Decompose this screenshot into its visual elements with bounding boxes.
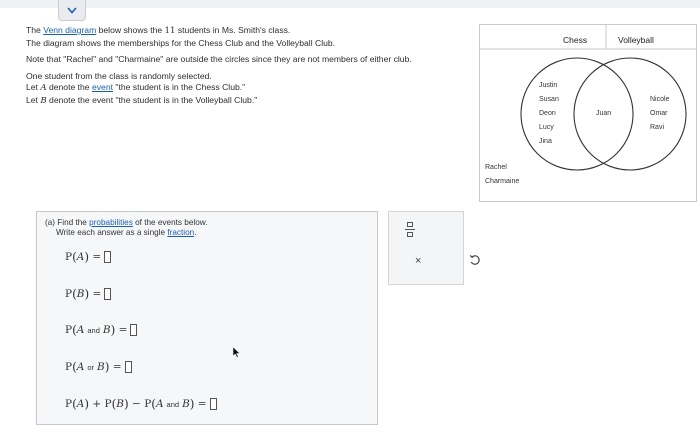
question-instructions <box>45 218 208 238</box>
question-text: of the events below. <box>132 218 208 227</box>
both-member: Juan <box>596 110 612 117</box>
formula-operator: and <box>166 399 180 409</box>
chess-member: Susan <box>539 96 559 103</box>
event-a-variable: A <box>40 83 47 93</box>
problem-intro <box>26 25 466 112</box>
chess-label: Chess <box>563 35 588 45</box>
formula-sum: P ( A ) + P ( B ) − P ( A and B ) = <box>65 397 217 411</box>
chess-member: Lucy <box>539 124 554 131</box>
formula-var: A <box>76 398 85 410</box>
formula-var: A <box>76 251 85 263</box>
intro-paragraph-1 <box>26 25 466 49</box>
formula-var: A <box>76 361 85 373</box>
question-panel <box>36 211 378 425</box>
formula-var: A <box>76 324 85 336</box>
chess-circle <box>521 58 633 170</box>
intro-text: denote the <box>46 82 92 92</box>
formula-p-b: P ( B ) = <box>65 287 111 301</box>
volleyball-circle <box>574 58 686 170</box>
formula-var: B <box>116 398 125 410</box>
answer-input-p-b[interactable] <box>104 288 111 300</box>
intro-paragraph-3 <box>26 71 466 108</box>
event-link[interactable]: event <box>91 82 113 92</box>
formula-var: B <box>76 288 85 300</box>
formula-operator: or <box>87 362 95 372</box>
clear-button[interactable]: × <box>415 255 422 267</box>
top-bar <box>0 0 700 8</box>
intro-note: Note that "Rachel" and "Charmaine" are outside the circles since they are not members of either club. <box>26 54 412 64</box>
intro-text: The diagram shows the memberships for the Chess Club and the Volleyball Club. <box>26 37 336 48</box>
undo-icon[interactable] <box>469 254 481 266</box>
fraction-icon[interactable] <box>405 221 415 239</box>
outside-member: Rachel <box>485 164 507 171</box>
probabilities-link[interactable]: probabilities <box>89 218 133 227</box>
formula-operator: and <box>87 325 100 335</box>
intro-text: students in Ms. Smith's class. <box>175 25 291 35</box>
chevron-down-icon <box>67 7 77 14</box>
chess-member: Justin <box>539 82 558 89</box>
venn-diagram-link[interactable]: Venn diagram <box>43 25 97 35</box>
student-count: 11 <box>164 26 176 36</box>
collapse-button[interactable] <box>58 0 86 21</box>
question-text: . <box>194 228 197 237</box>
event-b-variable: B <box>40 95 47 106</box>
outside-member: Charmaine <box>485 178 520 185</box>
intro-text: "the student is in the Chess Club." <box>113 82 246 92</box>
question-text: (a) Find the <box>45 218 90 227</box>
volleyball-member: Nicole <box>650 96 670 103</box>
answer-input-p-a[interactable] <box>104 251 111 263</box>
intro-text: Let <box>26 94 41 105</box>
intro-text: below shows the <box>96 25 165 35</box>
mouse-cursor-icon <box>233 347 241 358</box>
chess-member: Deon <box>539 110 556 117</box>
formula-var: A <box>155 398 164 410</box>
formula-p-a-and-b: P ( A and B ) = <box>65 323 137 337</box>
answer-tools-panel <box>388 211 464 285</box>
volleyball-member: Omar <box>650 110 668 117</box>
fraction-link[interactable]: fraction <box>167 228 195 237</box>
answer-input-sum[interactable] <box>210 398 217 410</box>
formula-var: B <box>102 324 111 336</box>
answer-input-p-a-or-b[interactable] <box>125 361 132 373</box>
venn-diagram <box>479 24 697 202</box>
answer-input-p-a-and-b[interactable] <box>130 324 137 336</box>
volleyball-label: Volleyball <box>618 35 654 45</box>
intro-text: The <box>26 25 44 35</box>
formula-var: B <box>97 361 105 373</box>
chess-member: Jina <box>539 138 552 145</box>
intro-text: Let <box>26 82 41 92</box>
intro-text: denote the event "the student is in the Volleyball Club." <box>46 94 258 105</box>
formula-var: B <box>182 398 190 410</box>
intro-text: One student from the class is randomly selected. <box>26 70 212 81</box>
formula-p-a-or-b: P ( A or B ) = <box>65 360 132 374</box>
question-text: Write each answer as a single <box>56 228 168 237</box>
volleyball-member: Ravi <box>650 124 665 131</box>
formula-p-a: P ( A ) = <box>65 250 111 264</box>
